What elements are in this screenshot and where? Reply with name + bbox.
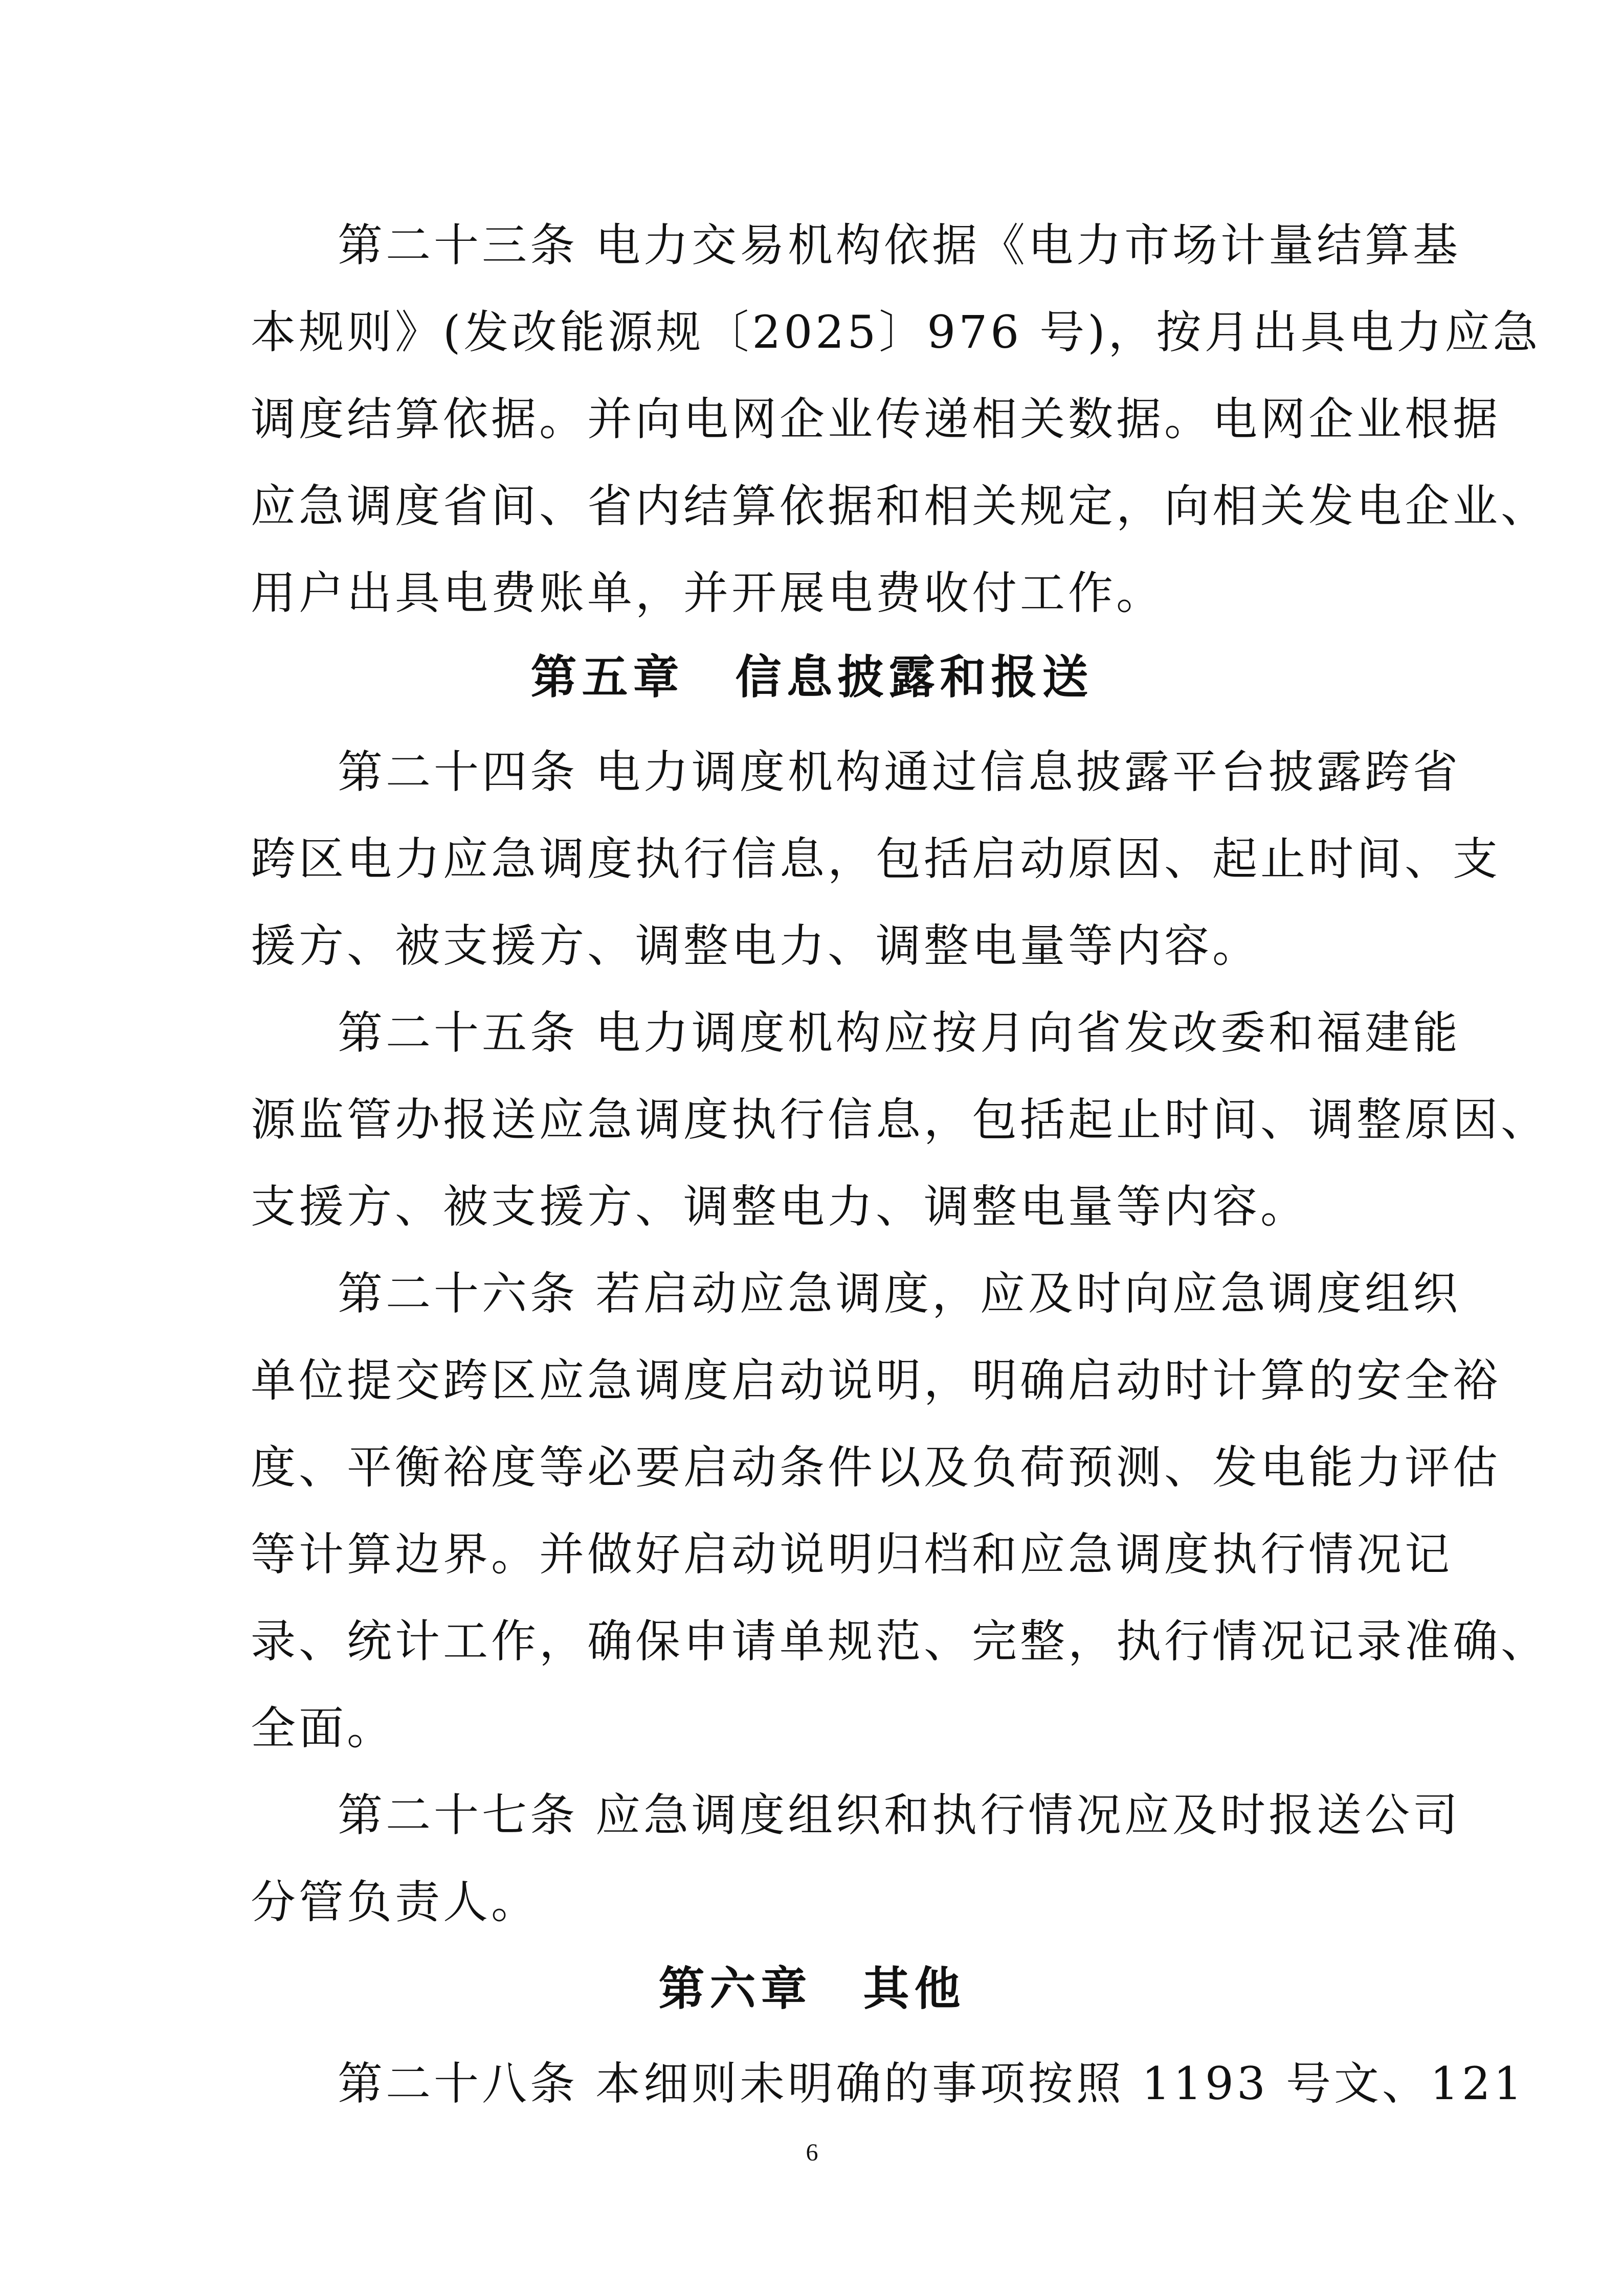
article-28-line-1: 第二十八条 本细则未明确的事项按照 1193 号文、121 <box>338 2057 1525 2110</box>
article-23-line-3: 调度结算依据。并向电网企业传递相关数据。电网企业根据 <box>251 393 1501 445</box>
article-26-line-2: 单位提交跨区应急调度启动说明，明确启动时计算的安全裕 <box>251 1354 1501 1407</box>
article-23-line-2: 本规则》(发改能源规〔2025〕976 号)，按月出具电力应急 <box>251 306 1541 358</box>
article-25-line-1: 第二十五条 电力调度机构应按月向省发改委和福建能 <box>338 1006 1461 1059</box>
article-23-line-4: 应急调度省间、省内结算依据和相关规定，向相关发电企业、 <box>251 480 1549 532</box>
article-26-line-4: 等计算边界。并做好启动说明归档和应急调度执行情况记 <box>251 1528 1453 1581</box>
article-27-line-1: 第二十七条 应急调度组织和执行情况应及时报送公司 <box>338 1789 1461 1841</box>
article-26-line-6: 全面。 <box>251 1702 395 1754</box>
chapter-6-heading: 第六章 其他 <box>658 1962 966 2016</box>
article-26-line-1: 第二十六条 若启动应急调度，应及时向应急调度组织 <box>338 1267 1461 1320</box>
article-23-line-5: 用户出具电费账单，并开展电费收付工作。 <box>251 567 1165 619</box>
article-23-line-1: 第二十三条 电力交易机构依据《电力市场计量结算基 <box>338 219 1461 272</box>
article-25-line-3: 支援方、被支援方、调整电力、调整电量等内容。 <box>251 1180 1309 1233</box>
article-26-line-3: 度、平衡裕度等必要启动条件以及负荷预测、发电能力评估 <box>251 1441 1501 1494</box>
article-26-line-5: 录、统计工作，确保申请单规范、完整，执行情况记录准确、 <box>251 1615 1549 1668</box>
article-24-line-2: 跨区电力应急调度执行信息，包括启动原因、起止时间、支 <box>251 832 1501 885</box>
page-number: 6 <box>806 2139 818 2166</box>
chapter-5-heading: 第五章 信息披露和报送 <box>530 650 1094 704</box>
article-24-line-3: 援方、被支援方、调整电力、调整电量等内容。 <box>251 919 1261 972</box>
article-27-line-2: 分管负责人。 <box>251 1876 540 1928</box>
article-24-line-1: 第二十四条 电力调度机构通过信息披露平台披露跨省 <box>338 746 1461 798</box>
article-25-line-2: 源监管办报送应急调度执行信息，包括起止时间、调整原因、 <box>251 1093 1549 1146</box>
